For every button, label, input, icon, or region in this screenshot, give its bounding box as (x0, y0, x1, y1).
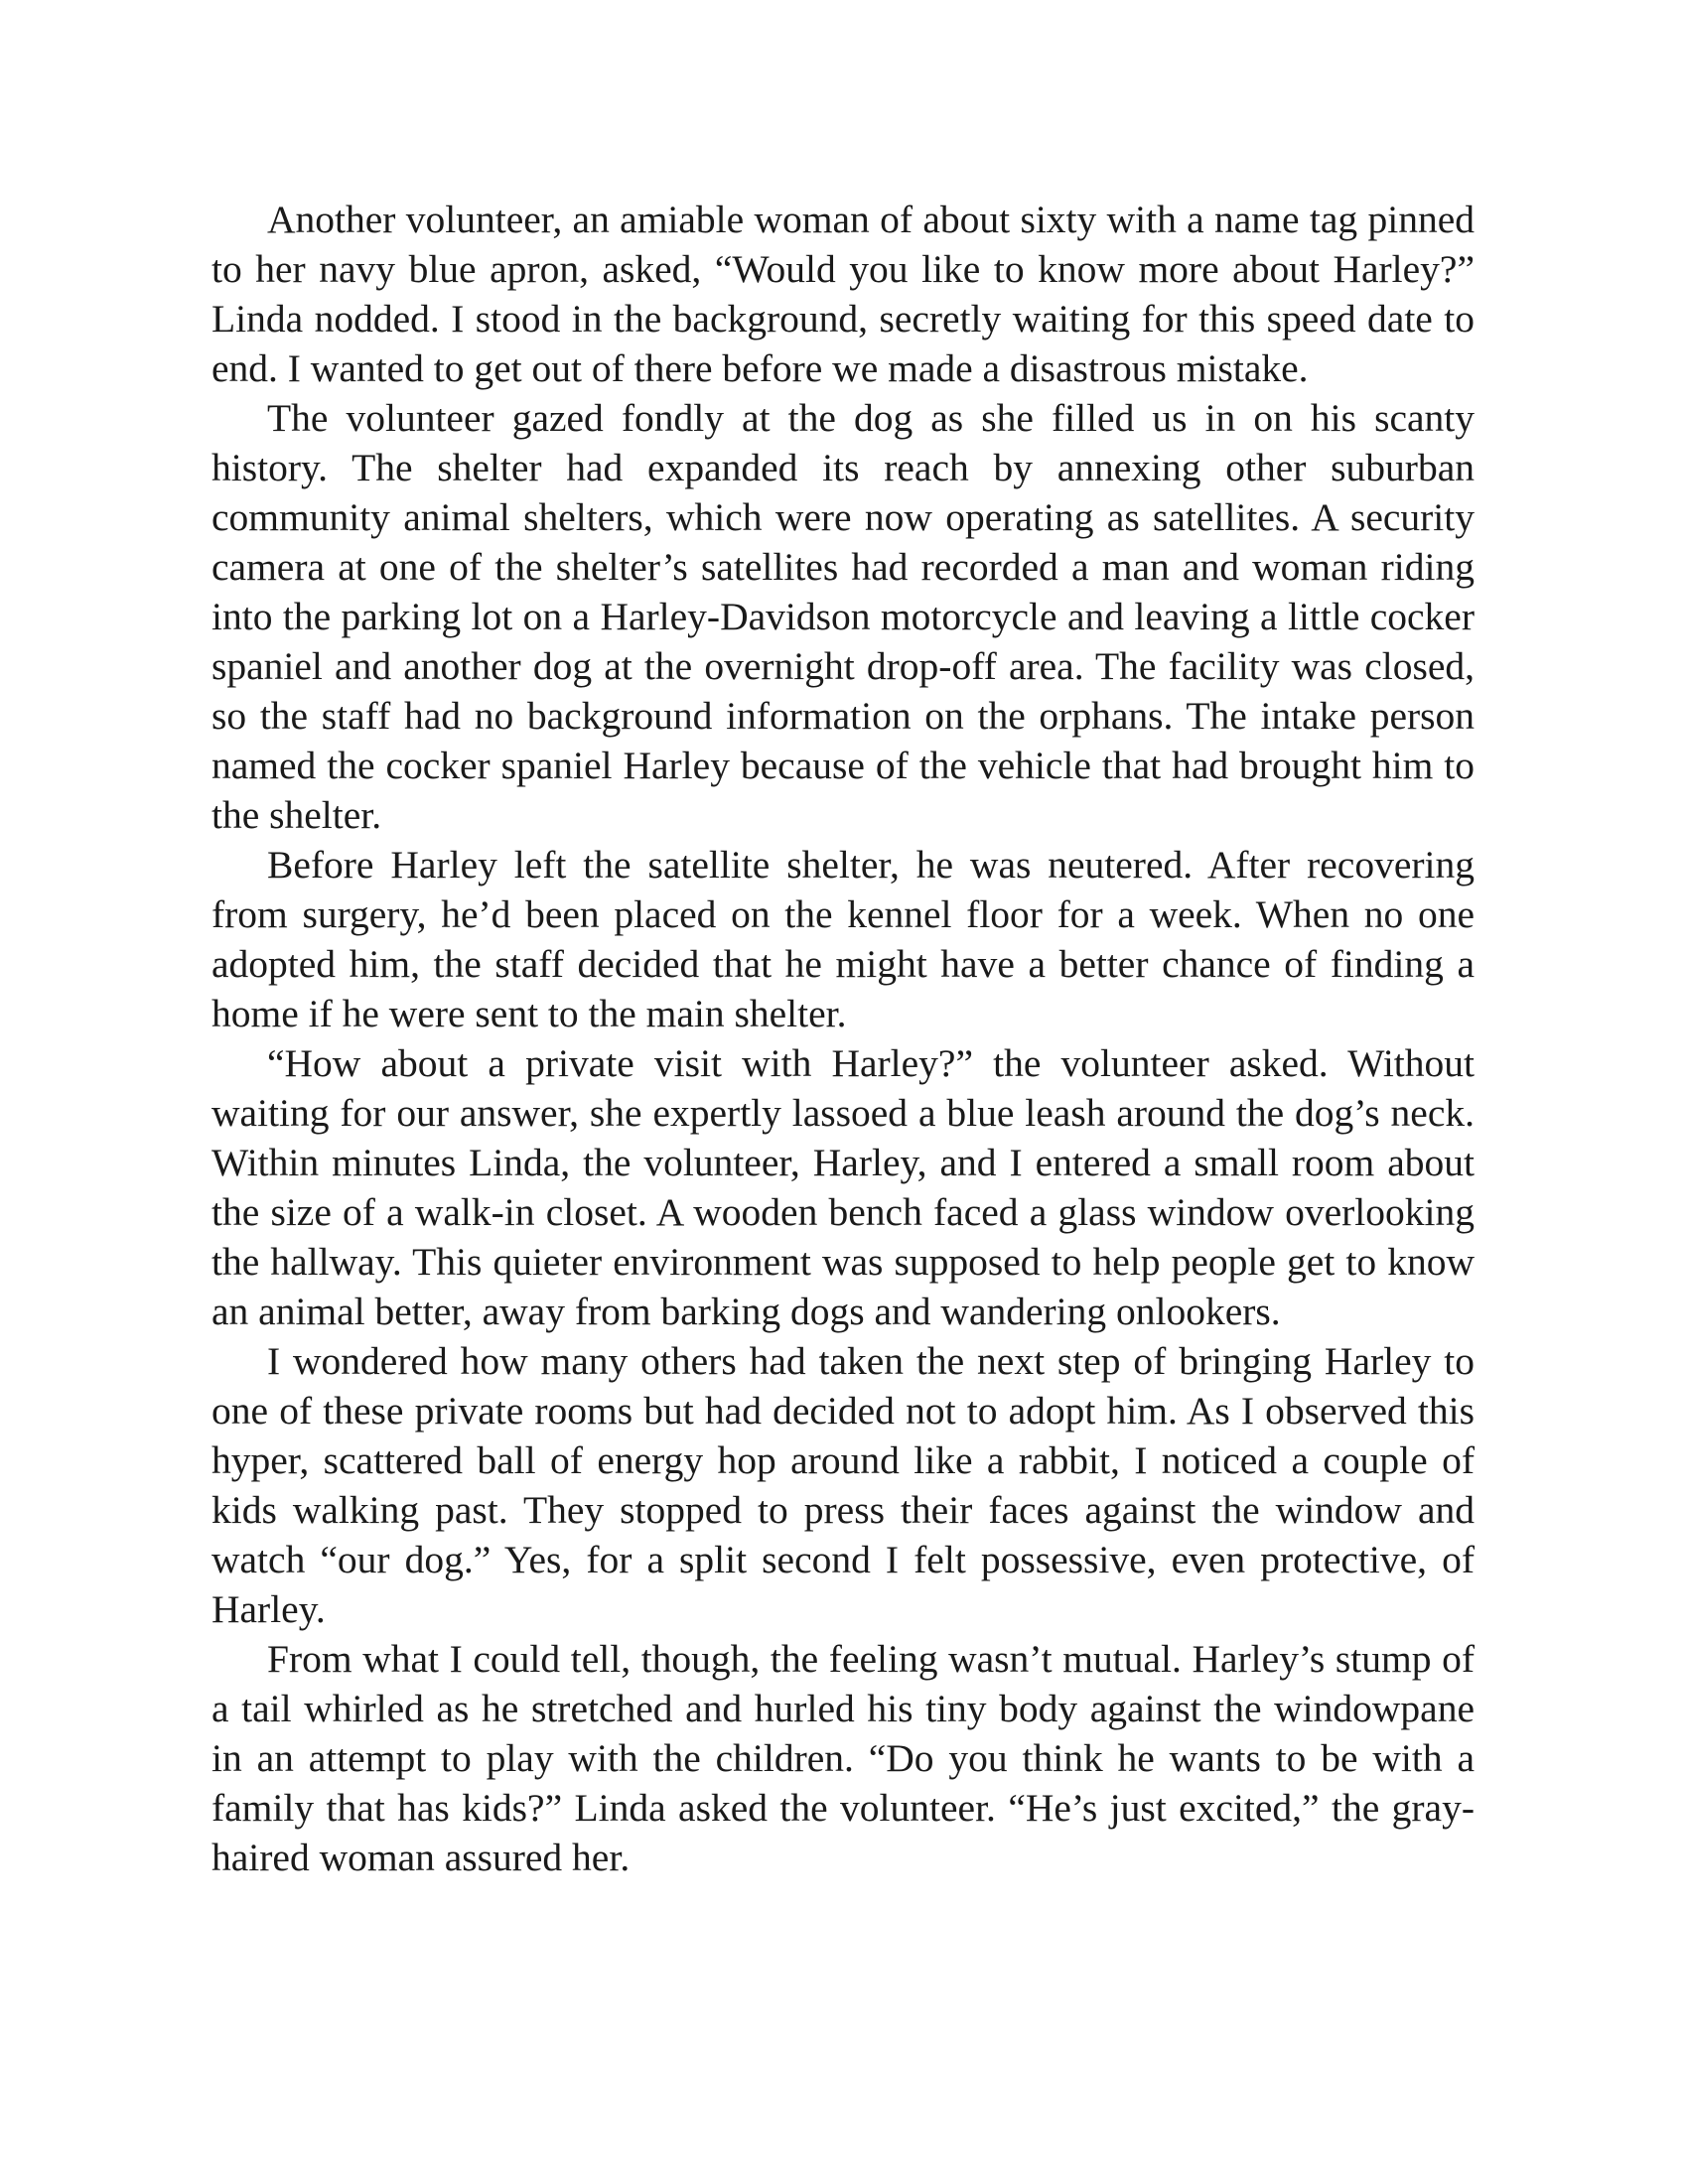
paragraph-5: I wondered how many others had taken the next step of bringing Harley to one of these private rooms but had decided not to adopt him. As I observed this hyper, scattered ball of energy hop around like a rabbit, I noticed a couple of kids walking past. They stopped to press their faces against the window and watch “our dog.” Yes, for a split second I felt possessive, even protective, of Harley. (211, 1339, 1475, 1631)
paragraph-2: The volunteer gazed fondly at the dog as she filled us in on his scanty history. The shelter had expanded its reach by annexing other suburban community animal shelters, which were now operating as satellites. A security camera at one of the shelter’s satellites had recorded a man and woman riding into the parking lot on a Harley-Davidson motorcycle and leaving a little cocker spaniel and another dog at the overnight drop-off area. The facility was closed, so the staff had no background information on the orphans. The intake person named the cocker spaniel Harley because of the vehicle that had brought him to the shelter. (211, 396, 1475, 837)
paragraph-4: “How about a private visit with Harley?” the volunteer asked. Without waiting for our answer, she expertly lassoed a blue leash around the dog’s neck. Within minutes Linda, the volunteer, Harley, and I entered a small room about the size of a walk-in closet. A wooden bench faced a glass window overlooking the hallway. This quieter environment was supposed to help people get to know an animal better, away from barking dogs and wandering onlookers. (211, 1041, 1475, 1333)
paragraph-6: From what I could tell, though, the feeling wasn’t mutual. Harley’s stump of a tail whirled as he stretched and hurled his tiny body against the windowpane in an attempt to play with the children. “Do you think he wants to be with a family that has kids?” Linda asked the volunteer. “He’s just excited,” the gray-haired woman assured her. (211, 1637, 1475, 1879)
paragraph-3: Before Harley left the satellite shelter, he was neutered. After recovering from surgery, he’d been placed on the kennel floor for a week. When no one adopted him, the staff decided that he might have a better chance of finding a home if he were sent to the main shelter. (211, 843, 1475, 1035)
body-text (211, 195, 1475, 1882)
paragraph-1: Another volunteer, an amiable woman of about sixty with a name tag pinned to her navy blue apron, asked, “Would you like to know more about Harley?” Linda nodded. I stood in the background, secretly waiting for this speed date to end. I wanted to get out of there before we made a disastrous mistake. (211, 198, 1475, 390)
